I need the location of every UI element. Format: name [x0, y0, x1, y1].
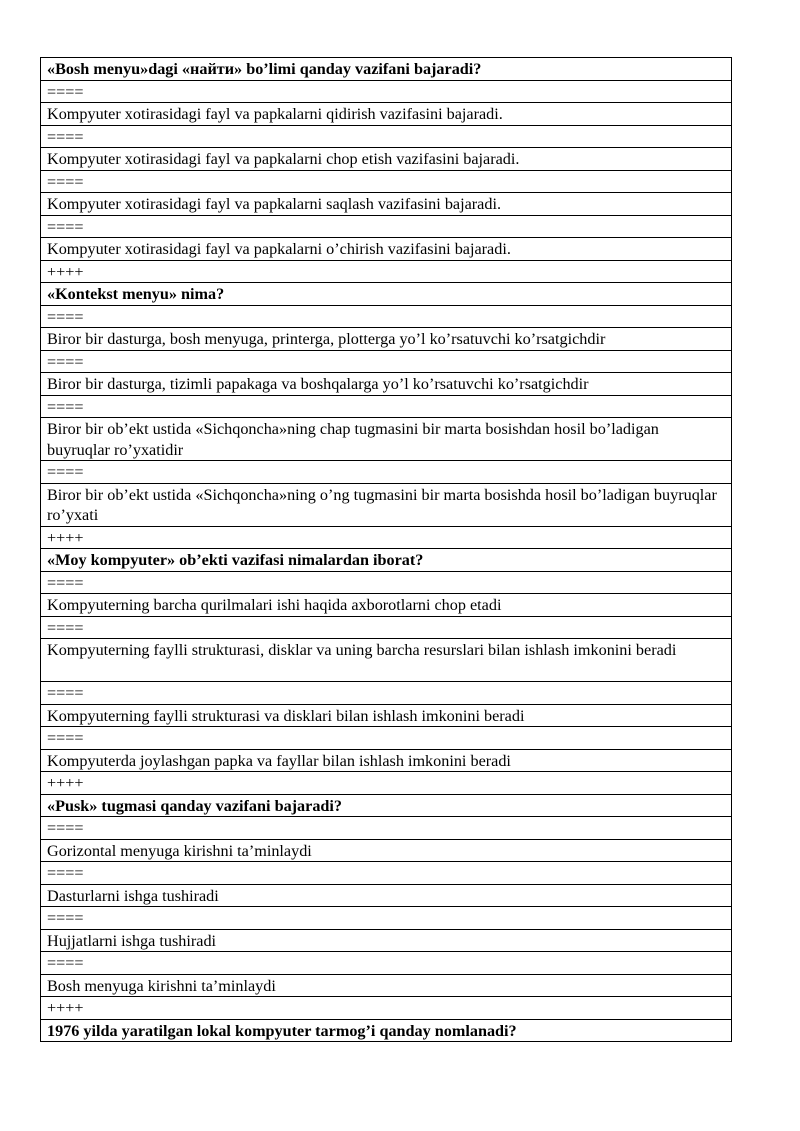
answer-row	[41, 884, 732, 907]
separator-row	[41, 80, 732, 103]
separator-row	[41, 571, 732, 594]
separator-text: ====	[41, 907, 732, 930]
question-row	[41, 283, 732, 306]
answer-text: Kompyuter xotirasidagi fayl va papkalarni chop etish vazifasini bajaradi.	[41, 148, 732, 171]
answer-text: Kompyuterning barcha qurilmalari ishi haqida axborotlarni chop etadi	[41, 594, 732, 617]
question-table-body	[41, 58, 732, 1042]
question-text: «Bosh menyu»dagi «найти» bo’limi qanday vazifani bajaradi?	[41, 58, 732, 81]
answer-row	[41, 418, 732, 461]
answer-row	[41, 594, 732, 617]
answer-row	[41, 193, 732, 216]
separator-text: ++++	[41, 997, 732, 1020]
separator-row	[41, 616, 732, 639]
answer-row	[41, 929, 732, 952]
answer-row	[41, 103, 732, 126]
separator-text: ====	[41, 350, 732, 373]
separator-text: ====	[41, 952, 732, 975]
separator-text: ====	[41, 170, 732, 193]
separator-row	[41, 395, 732, 418]
separator-text: ====	[41, 571, 732, 594]
question-text: 1976 yilda yaratilgan lokal kompyuter tarmog’i qanday nomlanadi?	[41, 1019, 732, 1042]
question-text: «Pusk» tugmasi qanday vazifani bajaradi?	[41, 794, 732, 817]
question-row	[41, 58, 732, 81]
answer-text: Biror bir ob’ekt ustida «Sichqoncha»ning chap tugmasini bir marta bosishdan hosil bo’ladigan buyruqlar ro’yxatidir	[41, 418, 732, 461]
answer-text: Bosh menyuga kirishni ta’minlaydi	[41, 974, 732, 997]
question-text: «Kontekst menyu» nima?	[41, 283, 732, 306]
answer-text: Gorizontal menyuga kirishni ta’minlaydi	[41, 839, 732, 862]
separator-text: ====	[41, 305, 732, 328]
separator-row	[41, 817, 732, 840]
separator-text: ====	[41, 817, 732, 840]
answer-row	[41, 639, 732, 682]
answer-row	[41, 148, 732, 171]
answer-text: Kompyuterning faylli strukturasi, disklar va uning barcha resurslari bilan ishlash imkonini beradi	[41, 639, 732, 682]
separator-text: ====	[41, 862, 732, 885]
answer-row	[41, 974, 732, 997]
question-row	[41, 1019, 732, 1042]
separator-row	[41, 350, 732, 373]
separator-row	[41, 682, 732, 705]
answer-text: Kompyuter xotirasidagi fayl va papkalarni qidirish vazifasini bajaradi.	[41, 103, 732, 126]
answer-row	[41, 483, 732, 526]
separator-text: ====	[41, 682, 732, 705]
separator-row	[41, 215, 732, 238]
answer-row	[41, 328, 732, 351]
answer-text: Biror bir dasturga, bosh menyuga, printerga, plotterga yo’l ko’rsatuvchi ko’rsatgichdir	[41, 328, 732, 351]
question-row	[41, 794, 732, 817]
separator-text: ++++	[41, 526, 732, 549]
separator-row	[41, 260, 732, 283]
separator-text: ====	[41, 727, 732, 750]
separator-row	[41, 907, 732, 930]
question-text: «Moy kompyuter» ob’ekti vazifasi nimalardan iborat?	[41, 549, 732, 572]
answer-text: Hujjatlarni ishga tushiradi	[41, 929, 732, 952]
separator-text: ====	[41, 80, 732, 103]
separator-row	[41, 952, 732, 975]
separator-text: ====	[41, 616, 732, 639]
answer-text: Biror bir ob’ekt ustida «Sichqoncha»ning o’ng tugmasini bir marta bosishda hosil bo’ladigan buyruqlar ro’yxati	[41, 483, 732, 526]
separator-row	[41, 526, 732, 549]
answer-row	[41, 373, 732, 396]
document-page	[40, 57, 732, 1042]
question-row	[41, 549, 732, 572]
answer-row	[41, 749, 732, 772]
answer-text: Biror bir dasturga, tizimli papakaga va boshqalarga yo’l ko’rsatuvchi ko’rsatgichdir	[41, 373, 732, 396]
separator-text: ====	[41, 215, 732, 238]
separator-row	[41, 125, 732, 148]
separator-row	[41, 997, 732, 1020]
answer-row	[41, 238, 732, 261]
answer-text: Kompyuterning faylli strukturasi va disklari bilan ishlash imkonini beradi	[41, 704, 732, 727]
separator-row	[41, 305, 732, 328]
separator-row	[41, 170, 732, 193]
separator-row	[41, 772, 732, 795]
answer-text: Kompyuter xotirasidagi fayl va papkalarni saqlash vazifasini bajaradi.	[41, 193, 732, 216]
separator-text: ++++	[41, 772, 732, 795]
answer-row	[41, 839, 732, 862]
answer-text: Kompyuter xotirasidagi fayl va papkalarni o’chirish vazifasini bajaradi.	[41, 238, 732, 261]
answer-row	[41, 704, 732, 727]
question-table	[40, 57, 732, 1042]
answer-text: Dasturlarni ishga tushiradi	[41, 884, 732, 907]
separator-row	[41, 727, 732, 750]
separator-text: ====	[41, 125, 732, 148]
separator-row	[41, 862, 732, 885]
separator-text: ====	[41, 395, 732, 418]
separator-text: ++++	[41, 260, 732, 283]
separator-row	[41, 461, 732, 484]
answer-text: Kompyuterda joylashgan papka va fayllar bilan ishlash imkonini beradi	[41, 749, 732, 772]
separator-text: ====	[41, 461, 732, 484]
